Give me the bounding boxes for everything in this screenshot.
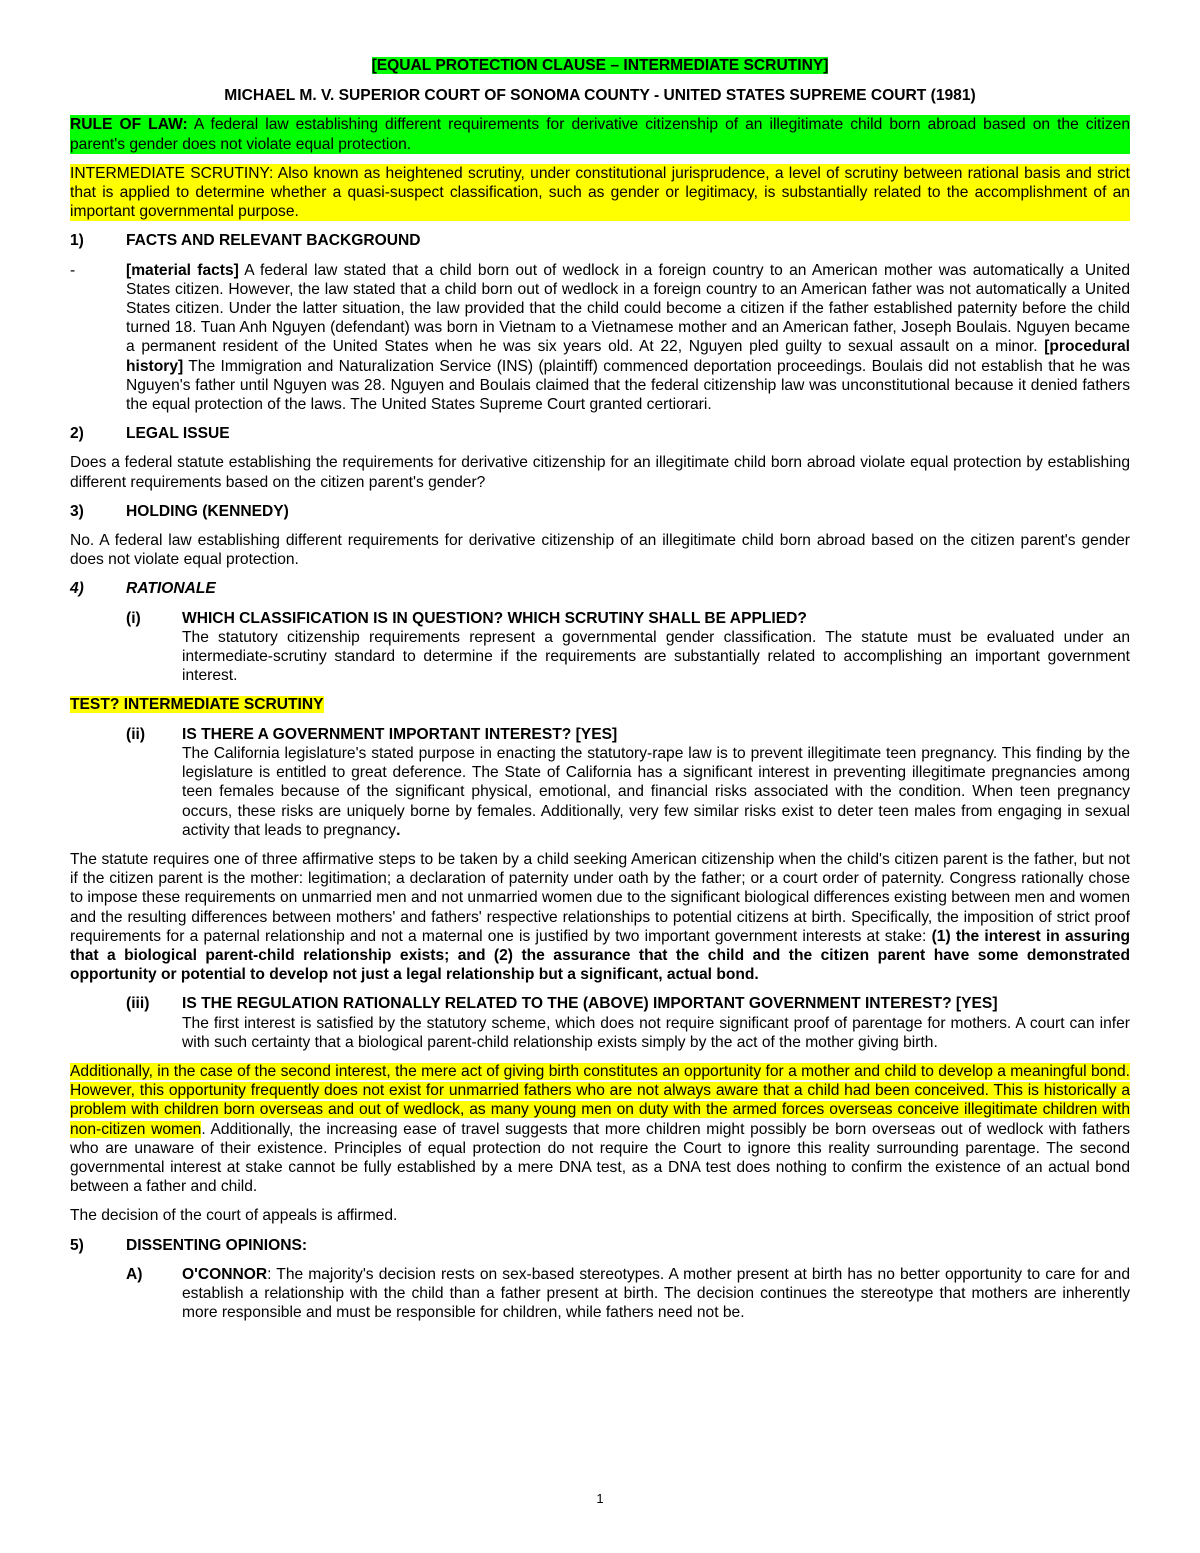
dissent-text: : The majority's decision rests on sex-based stereotypes. A mother present at birth has no better opportunity to care for and establish a relationship with the child than a father present at birth. The decision continues the stereotype that mothers are inherently more responsible and must be responsible for children, while fathers need not be. — [182, 1265, 1130, 1322]
subsection-heading: IS THE REGULATION RATIONALLY RELATED TO THE (ABOVE) IMPORTANT GOVERNMENT INTEREST? [YES] — [182, 995, 998, 1013]
section-rationale-heading — [70, 579, 1130, 598]
rationale-ii — [126, 725, 1130, 840]
section-facts-heading — [70, 231, 1130, 250]
rule-of-law-text: A federal law establishing different requirements for derivative citizenship of an illegitimate child born abroad based on the citizen parent's gender does not violate equal protection. — [70, 116, 1130, 153]
test-line — [70, 695, 1130, 714]
document-page — [70, 56, 1130, 1332]
subsection-number: (iii) — [126, 995, 150, 1013]
procedural-history-label: [procedural history] — [126, 338, 1130, 375]
material-facts-label: [material facts] — [126, 261, 239, 279]
facts-paragraph — [70, 261, 1130, 415]
test-label: TEST? INTERMEDIATE SCRUTINY — [70, 696, 324, 714]
section-holding-heading — [70, 502, 1130, 521]
subsection-heading: WHICH CLASSIFICATION IS IN QUESTION? WHICH SCRUTINY SHALL BE APPLIED? — [182, 609, 807, 627]
section-number: 2) — [70, 425, 84, 443]
section-number: 3) — [70, 502, 84, 520]
rationale-i — [126, 609, 1130, 686]
intermediate-scrutiny-definition: INTERMEDIATE SCRUTINY: Also known as heightened scrutiny, under constitutional jurisprudence, a level of scrutiny between rational basis and strict that is applied to determine whether a quasi-suspect classification, such as gender or legitimacy, is substantially related to the accomplishment of an important governmental purpose. — [70, 164, 1130, 221]
rule-of-law-label: RULE OF LAW: — [70, 116, 188, 134]
section-number: 4) — [70, 580, 84, 598]
subsection-number: (ii) — [126, 725, 146, 743]
subsection-text: The California legislature's stated purpose in enacting the statutory-rape law is to prevent illegitimate teen pregnancy. This finding by the legislature is entitled to great deference. The State of California has a significant interest in preventing illegitimate pregnancies among teen females because of the significant physical, emotional, and financial risks associated with the condition. When teen pregnancy occurs, these risks are uniquely borne by females. Additionally, very few similar risks exist to deter teen males from engaging in sexual activity that leads to pregnancy. — [182, 744, 1130, 839]
subsection-paragraph: The statute requires one of three affirmative steps to be taken by a child seeking American citizenship when the child's citizen parent is the father, but not if the citizen parent is the mother: legitimation; a declaration of paternity under oath by the father; or a court order of paternity. Congress rationally chose to impose these requirements on unmarried men and not unmarried women due to the significant biological differences existing between men and women and the resulting differences between mothers' and fathers' respective relationships to potential citizens at birth. Specifically, the imposition of strict proof requirements for a paternal relationship and not a maternal one is justified by two important government interests at stake: (1) the interest in assuring that a biological parent-child relationship exists; and (2) the assurance that the child and the citizen parent have some demonstrated opportunity or potential to develop not just a legal relationship but a significant, actual bond. — [70, 850, 1131, 984]
bullet-dash: - — [70, 261, 76, 279]
section-number: 1) — [70, 232, 84, 250]
subsection-paragraph: Additionally, in the case of the second interest, the mere act of giving birth constitutes an opportunity for a mother and child to develop a meaningful bond. However, this opportunity frequently does not exist for unmarried fathers who are not always aware that a child had been conceived. This is historically a problem with children born overseas and out of wedlock, as many young men on duty with the armed forces overseas conceive illegitimate children with non-citizen women. Additionally, the increasing ease of travel suggests that more children might possibly be born overseas out of wedlock with fathers who are unaware of their existence. Principles of equal protection do not require the Court to ignore this reality surrounding parentage. The second governmental interest at stake cannot be fully established by a mere DNA test, as a DNA test does nothing to confirm the existence of an actual bond between a father and child. — [70, 1062, 1130, 1196]
holding-text: No. A federal law establishing different requirements for derivative citizenship of an illegitimate child born abroad based on the citizen parent's gender does not violate equal protection. — [70, 532, 1130, 569]
section-issue-heading — [70, 424, 1130, 443]
subsection-heading: IS THERE A GOVERNMENT IMPORTANT INTEREST? [YES] — [182, 725, 618, 743]
section-heading: RATIONALE — [126, 580, 216, 598]
case-title: MICHAEL M. V. SUPERIOR COURT OF SONOMA COUNTY - UNITED STATES SUPREME COURT (1981) — [224, 87, 976, 105]
procedural-history-text: The Immigration and Naturalization Service (INS) (plaintiff) commenced deportation proceedings. Boulais did not establish that he was Nguyen's father until Nguyen was 28. Nguyen and Boulais claimed that the federal citizenship law was unconstitutional because it denied fathers the equal protection of the laws. The United States Supreme Court granted certiorari. — [126, 357, 1130, 414]
section-heading: LEGAL ISSUE — [126, 425, 230, 443]
section-heading: DISSENTING OPINIONS: — [126, 1236, 308, 1254]
issue-text: Does a federal statute establishing the requirements for derivative citizenship for an illegitimate child born abroad violate equal protection by establishing different requirements based on the citizen parent's gender? — [70, 454, 1130, 491]
highlighted-text: Additionally, in the case of the second interest, the mere act of giving birth constitutes an opportunity for a mother and child to develop a meaningful bond. However, this opportunity frequently does not exist for unmarried fathers who are not always aware that a child had been conceived. This is historically a problem with children born overseas and out of wedlock, as many young men on duty with the armed forces overseas conceive illegitimate children with non-citizen women — [70, 1062, 1130, 1138]
section-heading: HOLDING (KENNEDY) — [126, 502, 289, 520]
subsection-text: The first interest is satisfied by the statutory scheme, which does not require significant proof of parentage for mothers. A court can infer with such certainty that a biological parent-child relationship exists simply by the act of the mother giving birth. — [182, 1014, 1130, 1051]
section-number: 5) — [70, 1236, 84, 1254]
rule-of-law — [70, 115, 1130, 153]
section-heading: FACTS AND RELEVANT BACKGROUND — [126, 232, 421, 250]
rationale-iii — [126, 994, 1130, 1052]
decision-text: The decision of the court of appeals is affirmed. — [70, 1207, 398, 1225]
dissent-justice: O'CONNOR — [182, 1265, 268, 1283]
section-dissent-heading — [70, 1236, 1130, 1255]
two-interests-text: (1) the interest in assuring that a biological parent-child relationship exists; and (2) the assurance that the child and the citizen parent have some demonstrated opportunity or potential to develop not just a legal relationship but a significant, actual bond. — [70, 927, 1131, 984]
document-tag — [70, 56, 1130, 75]
document-tag-text: [EQUAL PROTECTION CLAUSE – INTERMEDIATE SCRUTINY] — [371, 57, 829, 74]
material-facts-text: A federal law stated that a child born out of wedlock in a foreign country to an American mother was automatically a United States citizen. However, the law stated that a child born out of wedlock in a foreign country to an American father was not automatically a United States citizen. Under the latter situation, the law provided that the child could become a citizen if the father established paternity before the child turned 18. Tuan Anh Nguyen (defendant) was born in Vietnam to a Vietnamese mother and an American father, Joseph Boulais. Nguyen became a permanent resident of the United States when he was six years old. At 22, Nguyen pled guilty to sexual assault on a minor. — [126, 261, 1130, 356]
subsection-text: The statutory citizenship requirements represent a governmental gender classification. The statute must be evaluated under an intermediate-scrutiny standard to determine if the requirements are substantially related to accomplishing an important government interest. — [182, 628, 1130, 685]
subsection-number: A) — [126, 1265, 143, 1283]
dissent-a — [126, 1265, 1130, 1323]
subsection-number: (i) — [126, 609, 141, 627]
page-number: 1 — [596, 1491, 604, 1506]
